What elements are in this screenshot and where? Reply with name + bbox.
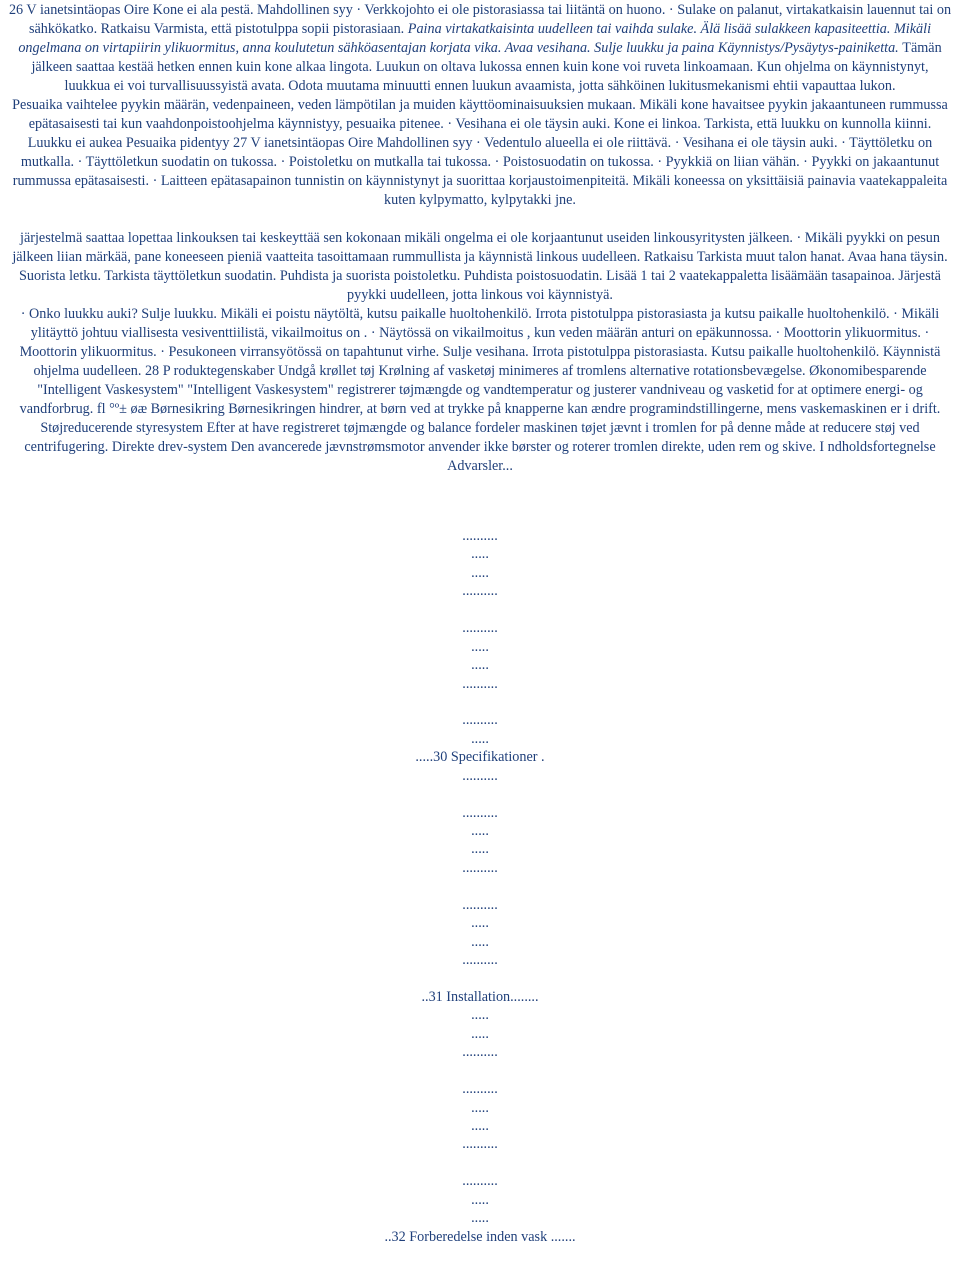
toc-leader-dots: .......... <box>462 804 498 821</box>
toc-leader-dots: .......... <box>462 1136 498 1153</box>
toc-leader-dots: .......... <box>462 675 498 692</box>
toc-spacer <box>0 970 960 988</box>
paragraph-4 <box>0 229 960 305</box>
toc-leader-dots: ..... <box>471 564 489 581</box>
toc-leader-dots: ..... <box>471 1007 489 1024</box>
toc-leader-dots: .......... <box>462 528 498 544</box>
toc-leader-dots: .......... <box>462 896 498 913</box>
text-segment: · Laitteen epätasapainon tunnistin on käynnistynyt ja suorittaa korjaustoimenpiteitä. Mikäli koneessa on yksittäisiä painavia vaatekappaleita kuten kylpymatto, kylpytakki jne. <box>152 173 948 208</box>
paragraph-gap <box>0 210 960 229</box>
toc-leader-dots: .......... <box>462 1081 498 1098</box>
text-segment: Paina virtakatkaisinta uudelleen tai vaihda sulake. Älä lisää sulakkeen kapasiteettia. Mikäli ongelmana on virtapiirin ylikuormitus, anna koulutetun sähköasentajan korjata vika. Avaa vesihana. Sulje luukku ja paina Käynnistys/Pysäytys-painiketta. <box>18 21 932 56</box>
text-segment: Luukku ei aukea Pesuaika pidentyy 27 V ianetsintäopas Oire Mahdollinen syy · Vedentulo alueella ei ole riittävä. · Vesihana ei ole täysin auki. · Täyttöletku on mutkalla. · Täyttöletkun suodatin on tukossa. · Poistoletku on mutkalla tai tukossa. · Poistosuodatin on tukossa. · Pyykkiä on liian vähän. · Pyykki on jakaantunut rummussa epätasaisesti. <box>12 135 940 189</box>
toc-entry: ..31 Installation........ <box>421 988 539 1005</box>
text-segment: · Onko luukku auki? Sulje luukku. Mikäli ei poistu näytöltä, kutsu paikalle huoltohenkilö. Irrota pistotulppa pistorasiasta ja kutsu paikalle huoltohenkilö. · Mikäli ylitäyttö johtuu viallisesta vesiventtiilistä, vikailmoitus on . · Näytössä on vikailmoitus , kun veden määrän anturi on epäkunnossa. · Moottorin ylikuormitus. · Moottorin ylikuormitus. · Pesukoneen virransyötössä on tapahtunut virhe. Sulje vesihana. Irrota pistotulppa pistorasiasta. Kutsu paikalle huoltohenkilö. Käynnistä ohjelma uudelleen. 28 P roduktegenskaber Undgå krøllet tøj Krølning af vasketøj minimeres af tromlens alternative rotationsbevægelse. Økonomibesparende "Intelligent Vaskesystem" "Intelligent Vaskesystem" registrerer tøjmængde og vandtemperatur og justerer vandniveau og vasketid for at optimere energi- og vandforbrug. fl °º± øæ Børnesikring Børnesikringen hindrer, at børn ved at trykke på knapperne kan ændre programindstillingerne, mens vaskemaskinen er i drift. Støjreducerende styresystem Efter at have registreret tøjmængde og balance fordeler maskinen tøjet jævnt i tromlen for på denne måde at reducere støj ved centrifugering. Direkte drev-system Den avancerede jævnstrømsmotor anvender ikke børster og roterer tromlen direkte, uden rem og skive. I ndholdsfortegnelse Advarsler... <box>19 306 941 474</box>
toc-leader-dots: .......... <box>462 583 498 600</box>
toc-spacer <box>0 785 960 803</box>
toc-spacer <box>0 693 960 711</box>
toc-leader-dots: ..... <box>471 546 489 563</box>
toc-leader-dots: ..... <box>471 1191 489 1208</box>
toc-leader-dots: .......... <box>462 620 498 637</box>
toc-leader-dots: .......... <box>462 859 498 876</box>
text-segment: järjestelmä saattaa lopettaa linkouksen tai keskeyttää sen kokonaan mikäli ongelma ei ole korjaantunut useiden linkousyritysten jälkeen. · Mikäli pyykki on pesun jälkeen liian märkää, pane koneeseen pieniä vaatteita tasoittamaan rummullista ja käynnistä linkous uudelleen. Ratkaisu Tarkista muut talon hanat. Avaa hana täysin. Suorista letku. Tarkista täyttöletkun suodatin. Puhdista ja suorista poistoletku. Puhdista poistosuodatin. Lisää 1 tai 2 vaatekappaletta lisäämään tasapainoa. Järjestä pyykki uudelleen, jotta linkous voi käynnistyä. <box>12 230 948 303</box>
table-of-contents <box>0 527 960 1246</box>
toc-leader-dots: .......... <box>462 712 498 729</box>
toc-leader-dots: ..... <box>471 1210 489 1227</box>
toc-leader-dots: ..... <box>471 657 489 674</box>
toc-leader-dots: ..... <box>471 730 489 747</box>
paragraph-5 <box>0 305 960 476</box>
text-segment: 26 V ianetsintäopas Oire Kone ei ala pestä. Mahdollinen syy · Verkkojohto ei ole pistorasiassa tai liitäntä on huono. · Sulake on palanut, virtakatkaisin lauennut tai on sähkökatko. Ratkaisu Varmista, että pistotulppa sopii pistorasiaan. <box>8 2 952 37</box>
toc-spacer <box>0 1062 960 1080</box>
toc-spacer <box>0 601 960 619</box>
toc-leader-dots: .......... <box>462 767 498 784</box>
toc-leader-dots: ..... <box>471 933 489 950</box>
toc-leader-dots: ..... <box>471 1025 489 1042</box>
toc-leader-dots: .......... <box>462 1173 498 1190</box>
toc-leader-dots: ..... <box>471 915 489 932</box>
paragraph-2 <box>0 96 960 134</box>
toc-leader-dots: ..... <box>471 823 489 839</box>
toc-entry: ..32 Forberedelse inden vask ....... <box>384 1228 576 1245</box>
text-block <box>0 0 960 476</box>
toc-spacer <box>0 877 960 895</box>
toc-leader-dots: .......... <box>462 952 498 969</box>
text-segment: Tämän jälkeen saattaa kestää hetken ennen kuin kone alkaa lingota. Luukun on oltava lukossa ennen kuin kone voi ruveta linkoamaan. Kun ohjelma on käynnistynyt, luukkua ei voi turvallisuussyistä avata. Odota muutama minuutti ennen luukun avaamista, jotta sähköinen lukitusmekanismi ehtii vapauttaa lukon. <box>31 40 942 94</box>
toc-leader-dots: ..... <box>471 1118 489 1134</box>
paragraph-3 <box>0 134 960 210</box>
toc-leader-dots: .......... <box>462 1044 498 1061</box>
toc-leader-dots: ..... <box>471 1099 489 1116</box>
toc-leader-dots: ..... <box>471 841 489 858</box>
toc-leader-dots: ..... <box>471 638 489 655</box>
toc-entry: .....30 Specifikationer . <box>415 749 545 766</box>
paragraph-1 <box>0 0 960 96</box>
text-segment: Pesuaika vaihtelee pyykin määrän, vedenpaineen, veden lämpötilan ja muiden käyttöominaisuuksien mukaan. Mikäli kone havaitsee pyykin jakaantuneen rummussa epätasaisesti tai kun vaahdonpoistoohjelma käynnistyy, pesuaika pitenee. · Vesihana ei ole täysin auki. Kone ei linkoa. Tarkista, että luukku on kunnolla kiinni. <box>12 97 948 132</box>
toc-spacer <box>0 1154 960 1172</box>
